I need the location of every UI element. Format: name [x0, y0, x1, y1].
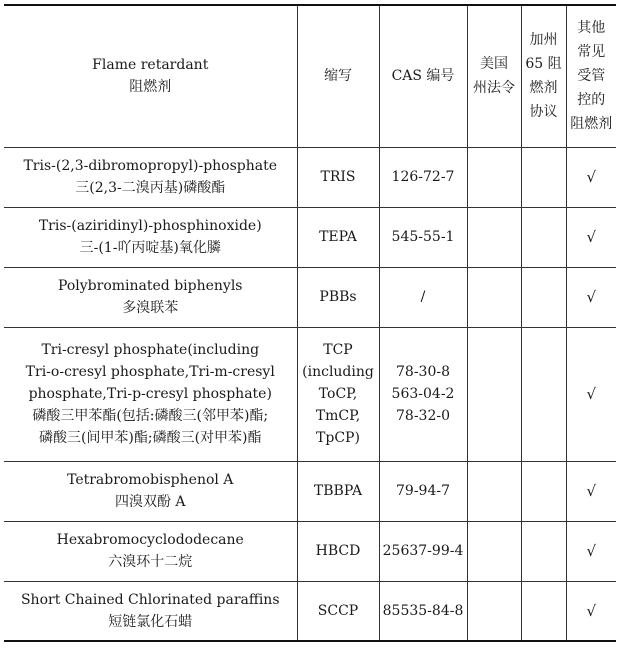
header-line: 常见 — [577, 44, 606, 61]
cell-ca — [521, 327, 566, 461]
cell-us — [467, 521, 521, 581]
header-line: 州法令 — [473, 80, 515, 97]
cell-us — [467, 327, 521, 461]
cell-name — [4, 207, 297, 267]
header-line: 加州 — [529, 32, 558, 49]
abbr-line: TmCP, — [315, 408, 361, 424]
cell-us — [467, 207, 521, 267]
cell-abbreviation: PBBs — [297, 267, 379, 327]
cell-cas: 79-94-7 — [379, 461, 467, 521]
cell-abbreviation: HBCD — [297, 521, 379, 581]
cell-abbreviation: TRIS — [297, 147, 379, 207]
header-line: 美国 — [480, 56, 508, 73]
header-line: 阻燃剂 — [570, 116, 613, 133]
check-mark: √ — [566, 207, 616, 267]
cell-name — [4, 461, 297, 521]
check-mark: √ — [566, 581, 616, 641]
table-row — [4, 207, 616, 267]
header-other-controlled — [566, 5, 616, 147]
name-line: Tri-o-cresyl phosphate,Tri-m-cresyl — [25, 364, 275, 380]
cell-ca — [521, 267, 566, 327]
abbr-line: TpCP) — [316, 430, 360, 446]
name-line: Tri-cresyl phosphate(including — [41, 342, 260, 358]
cell-ca — [521, 521, 566, 581]
name-line: Tris-(aziridinyl)-phosphinoxide) — [38, 218, 262, 234]
header-cas-number: CAS 编号 — [379, 5, 467, 147]
header-line: 控的 — [577, 92, 606, 109]
name-line: 磷酸三(间甲苯)酯;磷酸三(对甲苯)酯 — [38, 430, 262, 446]
cell-abbreviation — [297, 327, 379, 461]
cas-line: 78-32-0 — [396, 408, 450, 424]
table-row — [4, 521, 616, 581]
name-line: Hexabromocyclododecane — [56, 532, 244, 548]
table-row — [4, 267, 616, 327]
table-row — [4, 147, 616, 207]
header-row — [4, 5, 616, 147]
cell-us — [467, 581, 521, 641]
name-line: 三-(1-吖丙啶基)氧化膦 — [79, 240, 221, 256]
check-mark: √ — [566, 267, 616, 327]
cell-cas — [379, 327, 467, 461]
name-line: 六溴环十二烷 — [108, 554, 193, 570]
name-line: 四溴双酚 A — [114, 494, 186, 510]
header-line: 燃剂 — [529, 80, 558, 97]
header-line: 受管 — [577, 68, 606, 85]
header-line: 65 阻 — [525, 56, 562, 73]
cell-cas: 85535-84-8 — [379, 581, 467, 641]
cell-name — [4, 327, 297, 461]
table-row — [4, 581, 616, 641]
cell-cas: 126-72-7 — [379, 147, 467, 207]
name-line: Polybrominated biphenyls — [58, 278, 243, 294]
cell-ca — [521, 207, 566, 267]
header-line: 协议 — [529, 104, 558, 121]
cell-abbreviation: TBBPA — [297, 461, 379, 521]
header-flame-retardant — [4, 5, 297, 147]
header-us-state-law — [467, 5, 521, 147]
name-line: 三(2,3-二溴丙基)磷酸酯 — [75, 180, 226, 196]
name-line: Tetrabromobisphenol A — [67, 472, 234, 488]
cell-abbreviation: SCCP — [297, 581, 379, 641]
cell-us — [467, 267, 521, 327]
name-line: 磷酸三甲苯酯(包括:磷酸三(邻甲苯)酯; — [32, 408, 269, 424]
check-mark: √ — [566, 521, 616, 581]
cell-name — [4, 581, 297, 641]
abbr-line: (including — [302, 364, 374, 380]
cell-ca — [521, 581, 566, 641]
cell-ca — [521, 147, 566, 207]
name-line: 短链氯化石蜡 — [108, 613, 193, 630]
cell-us — [467, 461, 521, 521]
check-mark: √ — [566, 327, 616, 461]
cas-line: 78-30-8 — [396, 364, 450, 380]
header-abbreviation: 缩写 — [297, 5, 379, 147]
abbr-line: TCP — [323, 342, 353, 358]
name-line: Tris-(2,3-dibromopropyl)-phosphate — [23, 158, 278, 174]
cas-line: 563-04-2 — [391, 386, 455, 402]
header-california-65 — [521, 5, 566, 147]
cell-cas: / — [379, 267, 467, 327]
header-flame-retardant-cn: 阻燃剂 — [129, 79, 172, 96]
name-line: 多溴联苯 — [122, 300, 179, 316]
table-container — [4, 4, 616, 642]
header-line: 其他 — [577, 20, 606, 37]
cell-us — [467, 147, 521, 207]
check-mark: √ — [566, 461, 616, 521]
header-flame-retardant-en: Flame retardant — [92, 57, 209, 74]
flame-retardant-table — [4, 4, 616, 642]
table-row — [4, 327, 616, 461]
name-line: Short Chained Chlorinated paraffins — [20, 591, 280, 608]
cell-cas: 25637-99-4 — [379, 521, 467, 581]
cell-name — [4, 147, 297, 207]
table-row — [4, 461, 616, 521]
cell-ca — [521, 461, 566, 521]
name-line: phosphate,Tri-p-cresyl phosphate) — [28, 386, 272, 402]
cell-abbreviation: TEPA — [297, 207, 379, 267]
cell-cas: 545-55-1 — [379, 207, 467, 267]
abbr-line: ToCP, — [318, 386, 358, 402]
check-mark: √ — [566, 147, 616, 207]
cell-name — [4, 521, 297, 581]
cell-name — [4, 267, 297, 327]
